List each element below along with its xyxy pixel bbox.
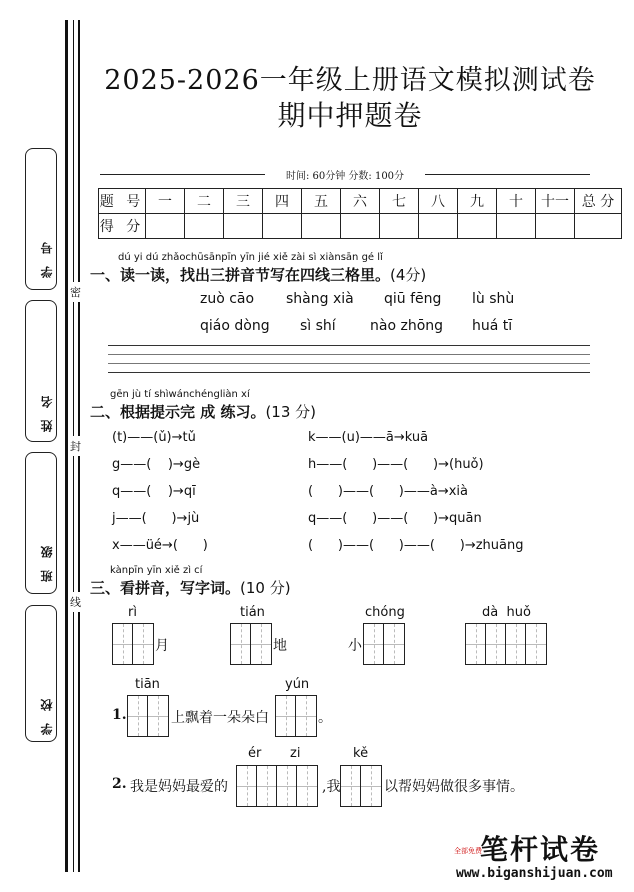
score-table — [98, 188, 622, 239]
score-cell[interactable] — [224, 214, 263, 239]
tianzige-box[interactable] — [236, 765, 318, 807]
score-cell[interactable] — [185, 214, 224, 239]
score-cell[interactable] — [536, 214, 575, 239]
pinyin-word: qiáo dòng — [200, 318, 270, 334]
score-cell[interactable] — [497, 214, 536, 239]
pinyin-word: huá tī — [472, 318, 513, 334]
col-7: 七 — [380, 189, 419, 214]
pinyin-prompt: ér — [248, 746, 262, 761]
col-5: 五 — [302, 189, 341, 214]
class-label: 班 级 — [40, 542, 54, 583]
tianzige-box[interactable] — [112, 623, 154, 665]
score-cell[interactable] — [419, 214, 458, 239]
col-6: 六 — [341, 189, 380, 214]
pinyin-word: zuò cāo — [200, 291, 255, 307]
section1-heading — [90, 264, 426, 285]
spelling-chain: ( )——( )——à→xià — [308, 484, 469, 499]
writing-line — [108, 363, 590, 364]
spelling-chain: g——( )→gè — [112, 457, 201, 472]
school-label: 学 校 — [40, 695, 54, 736]
score-table-header-row — [99, 189, 622, 214]
section3-pinyin: kànpīn yīn xiě zì cí — [110, 565, 203, 576]
spelling-chain: q——( )→qī — [112, 484, 196, 499]
spelling-chain: ( )——( )——( )→zhuāng — [308, 538, 524, 553]
question-number: 1. — [112, 707, 127, 723]
col-11: 十一 — [536, 189, 575, 214]
spelling-chain: h——( )——( )→(huǒ) — [308, 457, 484, 472]
col-8: 八 — [419, 189, 458, 214]
col-9: 九 — [458, 189, 497, 214]
question-number: 2. — [112, 776, 127, 792]
page-subtitle: 期中押题卷 — [277, 99, 423, 132]
time-score-text: 时间: 60分钟 分数: 100分 — [285, 171, 405, 182]
seal-mark-xian: 线 — [70, 592, 80, 612]
sentence-text: ,我 — [322, 779, 341, 795]
spelling-chain: (t)——(ǔ)→tǔ — [112, 430, 196, 445]
sentence-text: 以帮妈妈做很多事情。 — [384, 779, 524, 795]
spelling-chain: j——( )→jù — [112, 511, 200, 526]
pinyin-prompt: yún — [285, 677, 310, 692]
given-char: 地 — [273, 638, 287, 654]
score-cell[interactable] — [146, 214, 185, 239]
given-char: 月 — [155, 638, 169, 654]
sentence-text: 上飘着一朵朵白 — [171, 710, 269, 726]
seal-mark-mi: 密 — [70, 282, 80, 302]
score-cell[interactable] — [458, 214, 497, 239]
spelling-chain: x——üé→( ) — [112, 538, 208, 553]
section2-pinyin: gēn jù tí shìwánchéngliàn xí — [110, 389, 250, 400]
spelling-chain: k——(u)——ā→kuā — [308, 430, 429, 445]
section3-heading — [90, 577, 291, 598]
score-cell[interactable] — [341, 214, 380, 239]
tianzige-box[interactable] — [465, 623, 547, 665]
pinyin-prompt: zi — [290, 746, 301, 761]
spelling-chain: q——( )——( )→quān — [308, 511, 482, 526]
pinyin-word: lù shù — [472, 291, 515, 307]
score-cell[interactable] — [380, 214, 419, 239]
writing-line — [108, 354, 590, 355]
score-cell[interactable] — [302, 214, 341, 239]
seal-mark-feng: 封 — [70, 436, 80, 456]
col-10: 十 — [497, 189, 536, 214]
site-url[interactable]: www.biganshijuan.com — [456, 866, 613, 881]
name-label: 姓 名 — [40, 392, 54, 433]
section2-heading-text: 二、根据提示完 成 练习。 — [90, 403, 266, 421]
tianzige-box[interactable] — [340, 765, 382, 807]
time-score-bar — [100, 167, 590, 181]
col-3: 三 — [224, 189, 263, 214]
logo-tag: 全部免费 — [454, 847, 482, 855]
tianzige-box[interactable] — [230, 623, 272, 665]
student-id-label: 学 号 — [40, 238, 54, 279]
writing-line — [108, 372, 590, 373]
score-table-score-row — [99, 214, 622, 239]
tianzige-box[interactable] — [363, 623, 405, 665]
pinyin-word: sì shí — [300, 318, 336, 334]
section2-points: (13 分) — [265, 403, 317, 421]
col-1: 一 — [146, 189, 185, 214]
writing-line — [108, 345, 590, 346]
score-header: 得 分 — [99, 214, 146, 239]
col-total: 总 分 — [575, 189, 622, 214]
given-char: 小 — [348, 638, 362, 654]
pinyin-prompt: dà huǒ — [482, 605, 531, 620]
pinyin-prompt: kě — [353, 746, 369, 761]
section3-points: (10 分) — [240, 579, 291, 597]
score-cell[interactable] — [263, 214, 302, 239]
pinyin-word: nào zhōng — [370, 318, 444, 334]
section1-heading-text: 一、读一读，找出三拼音节写在四线三格里。 — [90, 266, 391, 284]
pinyin-prompt: rì — [128, 605, 137, 620]
question-number-header: 题 号 — [99, 189, 146, 214]
section1-pinyin: dú yi dú zhǎochūsānpīn yīn jié xiě zài sì xiànsān gé lǐ — [118, 252, 383, 263]
sentence-text: 。 — [318, 710, 332, 726]
site-logo: 笔杆试卷 — [480, 833, 601, 866]
pinyin-word: qiū fēng — [384, 291, 442, 307]
pinyin-prompt: tiān — [135, 677, 160, 692]
tianzige-box[interactable] — [275, 695, 317, 737]
sentence-text: 我是妈妈最爱的 — [130, 779, 228, 795]
score-cell[interactable] — [575, 214, 622, 239]
tianzige-box[interactable] — [127, 695, 169, 737]
page-title: 2025-2026一年级上册语文模拟测试卷 — [104, 65, 596, 96]
section1-points: (4分) — [390, 266, 427, 284]
pinyin-word: shàng xià — [286, 291, 354, 307]
col-2: 二 — [185, 189, 224, 214]
section2-heading — [90, 401, 316, 422]
section3-heading-text: 三、看拼音，写字词。 — [90, 579, 241, 597]
pinyin-prompt: chóng — [365, 605, 405, 620]
binding-line-thick — [65, 20, 68, 872]
pinyin-prompt: tián — [240, 605, 265, 620]
col-4: 四 — [263, 189, 302, 214]
